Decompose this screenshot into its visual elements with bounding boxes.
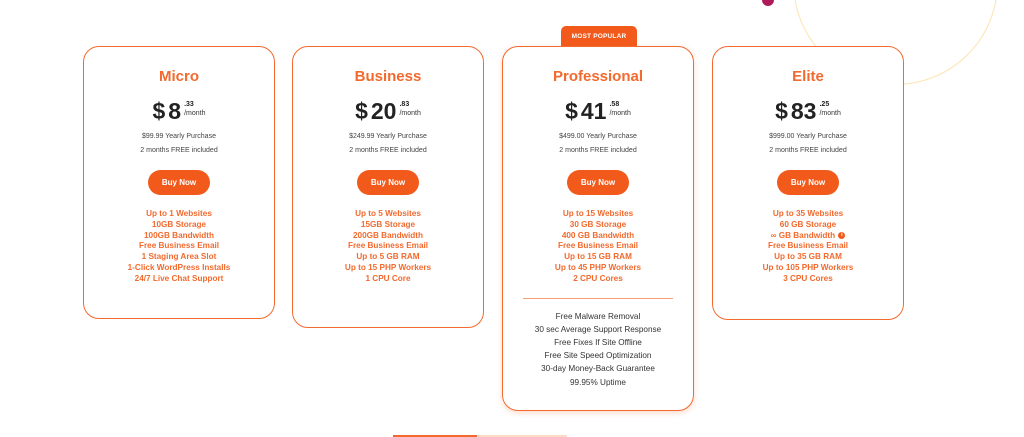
plan-name: Professional: [552, 68, 644, 85]
price-whole: 8: [168, 98, 182, 124]
price-cents: .25: [819, 101, 830, 108]
free-months: 2 months FREE included: [349, 147, 427, 154]
buy-now-button[interactable]: Buy Now: [357, 170, 419, 195]
yearly-price: $99.99 Yearly Purchase: [142, 133, 216, 140]
feature-item: 400 GB Bandwidth: [561, 230, 635, 240]
plan-price: [503, 98, 693, 128]
free-months: 2 months FREE included: [559, 147, 637, 154]
feature-item: 2 CPU Cores: [573, 273, 623, 283]
feature-item: 60 GB Storage: [779, 219, 837, 229]
feature-item: Free Business Email: [347, 241, 429, 251]
feature-item: Up to 15 GB RAM: [564, 252, 632, 262]
feature-item: Up to 15 PHP Workers: [344, 262, 432, 272]
yearly-price: $999.00 Yearly Purchase: [769, 133, 847, 140]
feature-item: 100GB Bandwidth: [143, 230, 215, 240]
info-icon[interactable]: i: [838, 232, 845, 239]
feature-item: 3 CPU Cores: [783, 273, 833, 283]
extra-item: 99.95% Uptime: [570, 377, 626, 387]
plan-price: [84, 98, 274, 128]
price-cents: .83: [399, 101, 410, 108]
plan-name: Business: [354, 68, 422, 85]
feature-item: Free Business Email: [138, 241, 220, 251]
feature-item: 200GB Bandwidth: [352, 230, 424, 240]
plan-card-micro: [83, 46, 275, 319]
extra-item: Free Fixes If Site Offline: [554, 337, 642, 347]
feature-item: Up to 5 Websites: [355, 209, 421, 218]
currency-symbol: $: [565, 98, 578, 124]
free-months: 2 months FREE included: [140, 147, 218, 154]
feature-item: Free Business Email: [767, 241, 849, 251]
feature-item: Up to 15 Websites: [562, 209, 634, 218]
currency-symbol: $: [775, 98, 788, 124]
price-cents: .58: [609, 101, 620, 108]
price-period: /month: [184, 110, 206, 117]
plan-name: Micro: [158, 68, 199, 85]
price-whole: 41: [580, 98, 607, 124]
feature-item: Up to 35 Websites: [772, 209, 844, 218]
feature-item: 15GB Storage: [360, 219, 416, 229]
extras-list: [503, 310, 693, 389]
buy-now-button[interactable]: Buy Now: [567, 170, 629, 195]
feature-item: Up to 35 GB RAM: [774, 252, 842, 262]
feature-list: [713, 209, 903, 285]
feature-item: 10GB Storage: [151, 219, 207, 229]
currency-symbol: $: [355, 98, 368, 124]
buy-now-button[interactable]: Buy Now: [777, 170, 839, 195]
extra-item: 30-day Money-Back Guarantee: [541, 364, 655, 374]
plan-name: Elite: [792, 68, 824, 85]
plan-card-professional: [502, 46, 694, 411]
free-months: 2 months FREE included: [769, 147, 847, 154]
feature-item: Up to 45 PHP Workers: [554, 262, 642, 272]
price-cents: .33: [184, 101, 194, 108]
feature-item-bandwidth: [713, 231, 903, 242]
extra-item: 30 sec Average Support Response: [534, 324, 662, 334]
plan-card-business: [292, 46, 484, 328]
feature-item: 1 CPU Core: [365, 273, 411, 283]
feature-item: Up to 5 GB RAM: [356, 252, 420, 262]
plan-price: [713, 98, 903, 128]
price-period: /month: [819, 110, 841, 117]
extra-item: Free Malware Removal: [555, 311, 641, 321]
currency-symbol: $: [152, 98, 166, 124]
price-whole: 83: [790, 98, 817, 124]
buy-now-button[interactable]: Buy Now: [148, 170, 210, 195]
feature-item: 1 Staging Area Slot: [141, 252, 217, 262]
plan-card-elite: [712, 46, 904, 320]
feature-list: [503, 209, 693, 285]
feature-list: [293, 209, 483, 285]
feature-item: 30 GB Storage: [569, 219, 627, 229]
divider: [523, 298, 673, 299]
feature-item: 24/7 Live Chat Support: [134, 273, 224, 283]
yearly-price: $249.99 Yearly Purchase: [349, 133, 427, 140]
extra-item: Free Site Speed Optimization: [544, 351, 652, 361]
price-period: /month: [609, 110, 631, 117]
yearly-price: $499.00 Yearly Purchase: [559, 133, 637, 140]
price-whole: 20: [370, 98, 397, 124]
feature-list: [84, 209, 274, 285]
feature-item: 1-Click WordPress Installs: [127, 262, 231, 272]
plan-price: [293, 98, 483, 128]
decorative-dot: [762, 0, 774, 6]
price-period: /month: [399, 110, 421, 117]
feature-item: Up to 105 PHP Workers: [762, 262, 854, 272]
feature-item: Free Business Email: [557, 241, 639, 251]
feature-text: ∞ GB Bandwidth: [770, 230, 836, 240]
most-popular-badge: MOST POPULAR: [561, 26, 637, 46]
feature-item: Up to 1 Websites: [146, 209, 212, 218]
